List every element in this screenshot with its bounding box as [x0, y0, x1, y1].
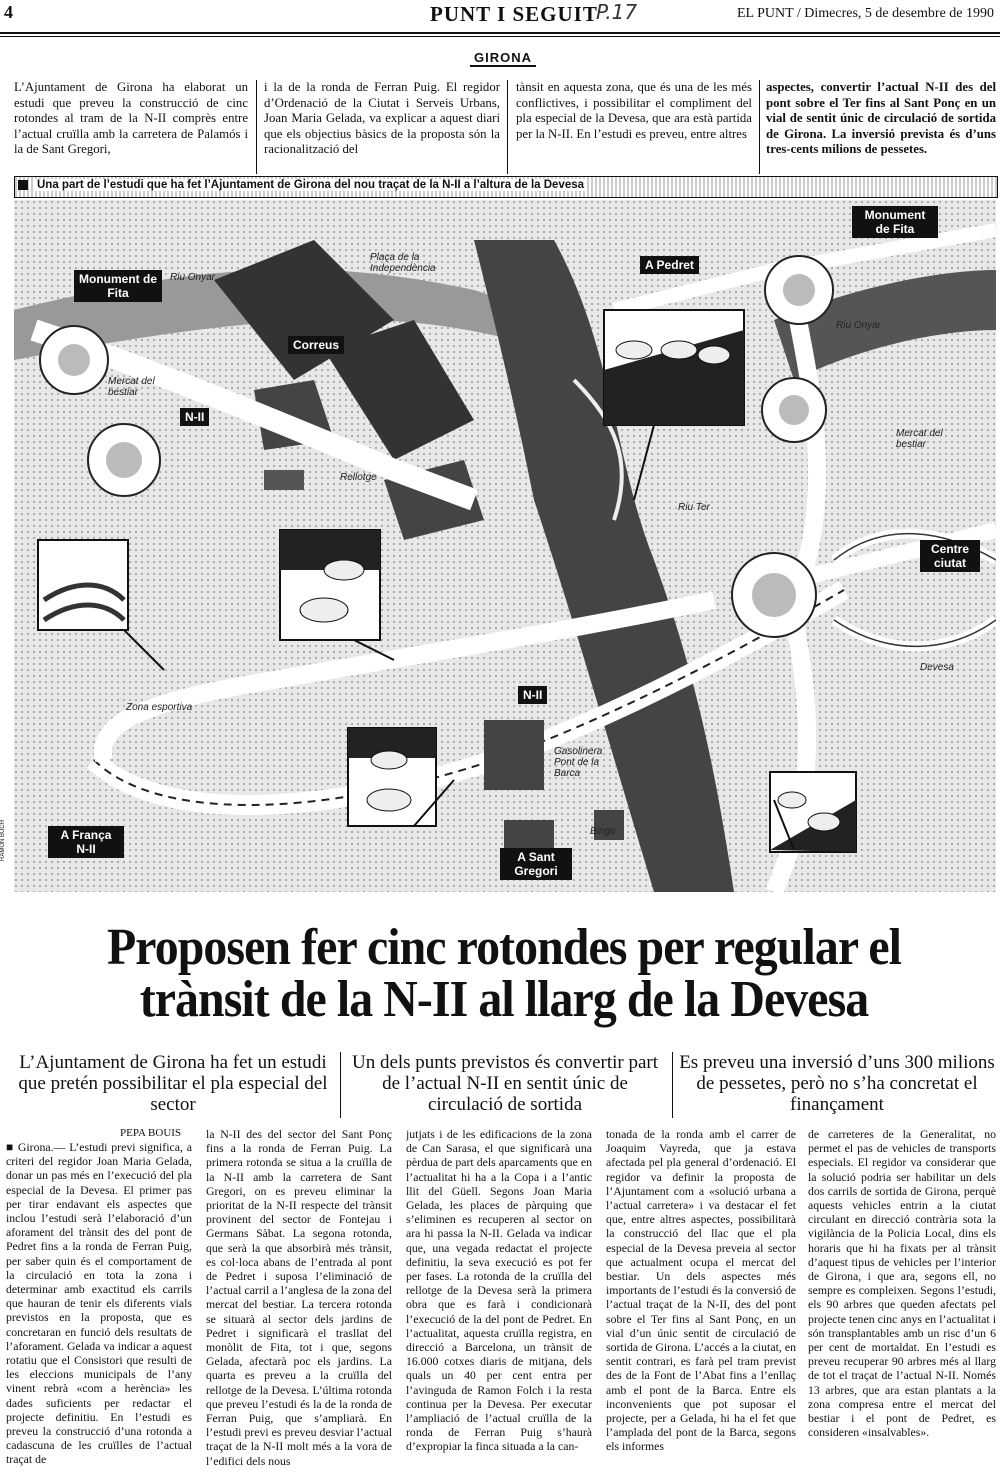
column-divider	[256, 80, 257, 174]
lead-column-3: tànsit en aquesta zona, que és una de les més conflictives, i possibilitar el compliment del pla especial de la Devesa, que ara està partida per la N-II. En l’estudi es preveu, entre altres	[516, 80, 752, 141]
page-number: 4	[4, 2, 13, 22]
place-bingo: Bingo	[590, 826, 616, 837]
body-column-5: de carreteres de la Generalitat, no permet el pas de vehicles de transports especials. El regidor va considerar que la solució podria ser habilitar un dels dos carrils de sortida de Girona, perquè aquests vehicles entrin a la ciutat circulant en direcció contrària sota la vigilància de la Policia Local, dins els horaris que hi ha fixats per al trànsit d’aquest tipus de vehicles per l’interior de Girona, i que ara, segons ell, no sempre es compleixen. Segons l’estudi, els 90 arbres que queden afectats pel projecte tenen cinc anys en l’actualitat i són transplantables amb un risc d’un 6 per cent de mortaldat. En l’estudi es preveu recuperar 90 arbres més al llarg de tot el traçat de l’actual N-II. Només 13 arbres, que ara estan plantats a la zona compresa entre el mercat del bestiar i el pont de Pedret, es consideren «insalvables».	[808, 1127, 996, 1440]
column-divider	[340, 1052, 341, 1118]
column-divider	[672, 1052, 673, 1118]
label-centre-ciutat: Centre ciutat	[920, 540, 980, 572]
label-a-pedret: A Pedret	[640, 256, 699, 274]
road-plan-illustration	[14, 200, 996, 892]
header-rule-thin	[0, 36, 1000, 37]
column-divider	[507, 80, 508, 174]
illustration-credit: RAMON BUCH	[0, 820, 6, 862]
label-a-sant-gregori: A Sant Gregori	[500, 848, 572, 880]
place-devesa: Devesa	[920, 662, 954, 673]
place-placa-independencia: Plaça de la Independència	[370, 252, 436, 274]
caption-marker	[18, 180, 28, 190]
byline: PEPA BOUIS	[120, 1127, 182, 1139]
label-n2-top: N-II	[180, 408, 209, 426]
place-zona-esportiva: Zona esportiva	[126, 702, 193, 713]
label-correus: Correus	[288, 336, 344, 354]
deck-2: Un dels punts previstos és convertir part de l’actual N-II en sentit únic de circulació de sortida	[351, 1052, 659, 1115]
map-caption: Una part de l’estudi que ha fet l’Ajuntament de Girona del nou traçat de la N-II a l’altura de la Devesa	[34, 179, 587, 191]
deck-1: L’Ajuntament de Girona ha fet un estudi que pretén possibilitar el pla especial del sector	[18, 1052, 328, 1115]
body-column-4: tonada de la ronda amb el carrer de Joaquim Vayreda, que ja estava afectada pel pla general d’ordenació. El regidor va definir la proposta de l’Ajuntament com a «solució urbana a l’actual carretera» i va destacar el fet que, entre altres aspectes, possibilitarà la construcció del llac que el pla especial de la Devesa preveia al sector que actualment ocupa el mercat del bestiar. Un dels aspectes més importants de l’estudi és la conversió de l’actual traçat de la N-II, des del pont sobre el Ter fins al Sant Ponç, en un vial d’un únic sentit de circulació de sortida de Girona. L’accés a la ciutat, en sentit contrari, es farà pel tram previst des de la Font de l’Abat fins a l’enllaç amb el pont de la Barca. Entre els inconvenients que pot suposar el projecte, per a Gelada, hi ha el fet que l’amplada del pont de la Barca, segons els informes	[606, 1127, 796, 1454]
body-column-3: jutjats i de les edificacions de la zona de Can Sarasa, el que significarà una pèrdua de part dels aparcaments que en l’actualitat hi ha a la Copa i a l’antic llit del Güell. Segons Joan Maria Gelada, les places de pàrquing que s’eliminen es recuperen al sector on ara hi passa la N-II. Gelada va indicar que, una vegada redactat el projecte definitiu, la seva execució es pot fer per fases. La rotonda de la cruïlla del rellotge de la Devesa serà la primera obra que es farà i condicionarà l’execució de la del pont de Pedret. En l’actualitat, aquesta cruïlla registra, en direcció a Barcelona, un trànsit de 16.000 cotxes diaris de mitjana, dels quals un 40 per cent entra per l’avinguda de Ramon Folch i la resta continua per la Devesa. Per executar l’ampliació de l’actual cruïlla de la ronda de Ferran Puig s’haurà d’expropiar la finca situada a la can-	[406, 1127, 592, 1454]
section-title: PUNT I SEGUIT	[430, 2, 598, 26]
label-n2-bottom: N-II	[518, 686, 547, 704]
place-gasolinera: Gasolinera Pont de la Barca	[554, 746, 603, 779]
body-column-2: la N-II des del sector del Sant Ponç fins a la ronda de Ferran Puig. La primera rotonda se situa a la cruïlla de la N-II amb la carretera de Sant Gregori, on es preveu eliminar la prioritat de la N-II respecte del trànsit provinent del sector de Fontejau i Germans Sàbat. La segona rotonda, que serà la que absorbirà més trànsit, es col·loca abans de l’entrada al pont de Pedret i suposa l’eliminació de l’actual carril a l’anglesa de la zona del mercat del bestiar. La tercera rotonda se situarà al sector dels jardins de Pedret i significarà el trasllat del monòlit de Fita, tot i que, segons Gelada, afectarà poc els jardins. La quarta es preveu a la cruïlla del rellotge de la Devesa. L’última rotonda que preveu l’estudi és la de la ronda de Ferran Puig, que s’ampliarà. En l’estudi previ es preveu desviar l’actual traçat de la N-II molt més a la vora de l’edifici dels nous	[206, 1127, 392, 1468]
header-rule	[0, 32, 1000, 34]
place-riu-onyar-right: Riu Onyar	[836, 320, 882, 331]
handwritten-mark: P.17	[596, 0, 638, 24]
place-mercat-bestiar-right: Mercat del bestiar	[896, 428, 943, 450]
lead-column-4: aspectes, convertir l’actual N-II des del pont sobre el Ter fins al Sant Ponç en un vial de sentit únic de circulació de sortida de Girona. La inversió prevista és d’uns tres-cents milions de pessetes.	[766, 80, 996, 156]
dateline: EL PUNT / Dimecres, 5 de desembre de 1990	[737, 6, 994, 21]
deck-3: Es preveu una inversió d’uns 300 milions de pessetes, però no s’ha concretat el finançament	[679, 1052, 995, 1115]
lead-column-1: L’Ajuntament de Girona ha elaborat un estudi que preveu la construcció de cinc rotondes al tram de la N-II comprès entre l’actual cruïlla amb la carretera de Palamós i la de Sant Gregori,	[14, 80, 248, 156]
lead-column-2: i la de la ronda de Ferran Puig. El regidor d’Ordenació de la Ciutat i Serveis Urbans, Joan Maria Gelada, va explicar a aquest diari que els objectius bàsics de la proposta són la racionalització del	[264, 80, 500, 156]
place-riu-ter: Riu Ter	[678, 502, 710, 513]
place-mercat-bestiar-left: Mercat del bestiar	[108, 376, 155, 398]
label-monument-fita-left: Monument de Fita	[74, 270, 162, 302]
place-riu-onyar-left: Riu Onyar	[170, 272, 216, 283]
label-a-franca: A França N-II	[48, 826, 124, 858]
body-column-1: ■ Girona.— L’estudi previ significa, a criteri del regidor Joan Maria Gelada, donar un pas més en l’execució del pla especial de la Devesa. El primer pas per tirar endavant els aspectes que inclou l’estudi serà l’elaboració d’un aforament del trànsit des del pont de Pedret fins a la ronda de Ferran Puig, per saber quin és el comportament de la circulació en tota la zona i determinar amb exactitud els carrils que hauran de tenir els diferents vials previstos en la proposta, que es concretaran en funció dels resultats de l’aforament. Gelada va indicar a aquest rotatiu que el Consistori que resulti de les eleccions municipals de l’any vinent rebrà «com a herència» les dades suficients per redactar el projecte definitiu. En l’estudi es preveu la construcció d’una rotonda a cadascuna de les cruïlles de l’actual traçat de	[6, 1140, 192, 1467]
headline: Proposen fer cinc rotondes per regular el trànsit de la N-II al llarg de la Devesa	[106, 919, 902, 1028]
region-label: GIRONA	[470, 50, 536, 67]
place-rellotge: Rellotge	[340, 472, 377, 483]
map-drawing	[14, 200, 996, 892]
column-divider	[759, 80, 760, 174]
label-monument-fita-right: Monument de Fita	[852, 206, 938, 238]
